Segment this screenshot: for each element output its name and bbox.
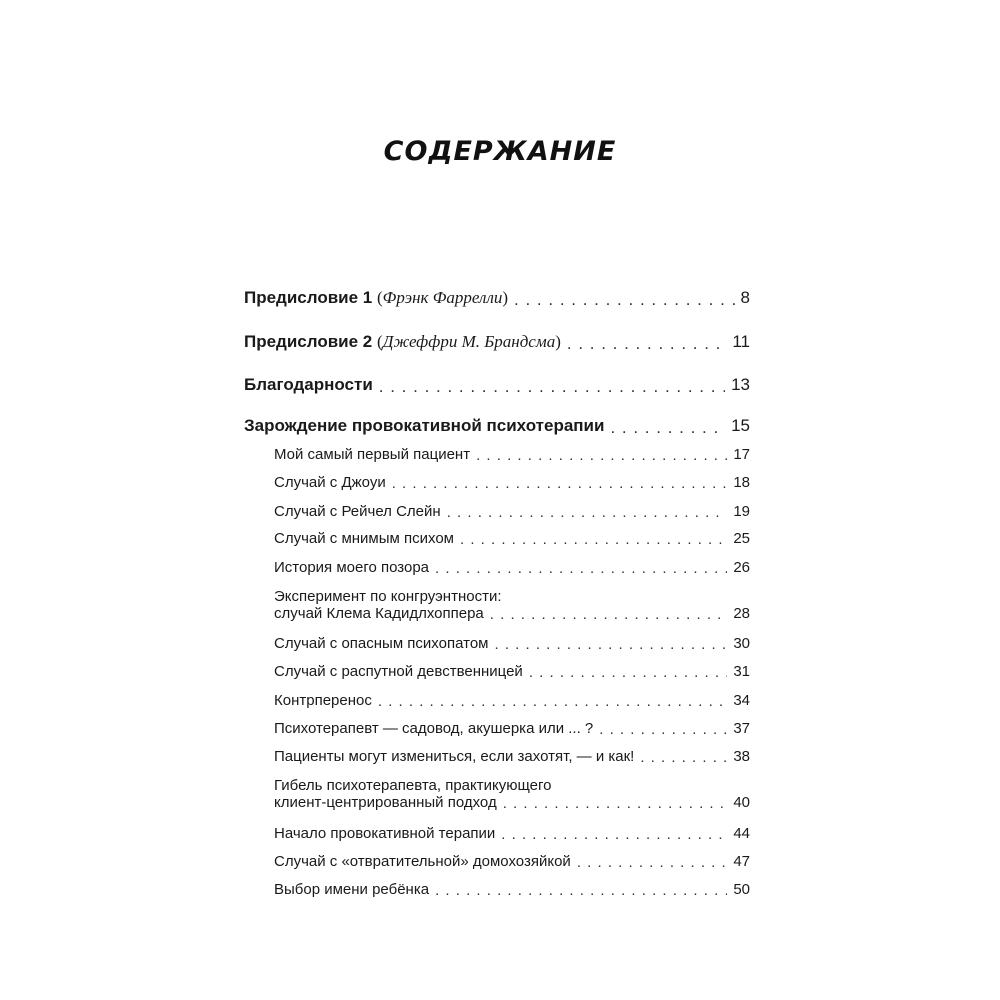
toc-page-number: 17 <box>733 446 750 463</box>
toc-entry-label: Пациенты могут измениться, если захотят, — и как! <box>274 748 635 765</box>
toc-subentry[interactable] <box>274 559 750 576</box>
toc-subentry[interactable] <box>274 692 750 709</box>
toc-page-number: 40 <box>733 794 750 811</box>
toc-entry-label: Мой самый первый пациент <box>274 446 471 463</box>
dot-leader <box>490 607 728 622</box>
toc-page-number: 26 <box>733 559 750 576</box>
toc-entry-label: Случай с Рейчел Слейн <box>274 503 441 520</box>
dot-leader <box>392 476 728 491</box>
toc-entry-label: История моего позора <box>274 559 430 576</box>
toc-entry-author: Джеффри М. Брандсма <box>382 332 556 351</box>
dot-leader <box>435 561 727 576</box>
dot-leader <box>610 419 725 436</box>
toc-entry-label: Случай с Джоуи <box>274 474 386 491</box>
toc-entry-label: Начало провокативной терапии <box>274 825 496 842</box>
toc-subentry[interactable] <box>274 588 750 622</box>
toc-subentry[interactable] <box>274 530 750 547</box>
toc-subentry[interactable] <box>274 635 750 652</box>
toc-subentry[interactable] <box>274 881 750 898</box>
toc-subentry[interactable] <box>274 853 750 870</box>
toc-page-number: 8 <box>740 288 750 307</box>
toc-page-number: 38 <box>733 748 750 765</box>
dot-leader <box>379 378 725 395</box>
toc-entry-foreword-1[interactable]: Предисловие 1 (Фрэнк Фаррелли) . . . 8 <box>244 288 750 308</box>
toc-page-number: 34 <box>733 692 750 709</box>
dot-leader <box>503 796 728 811</box>
toc-entry-label: Случай с опасным психопатом <box>274 635 489 652</box>
toc-entry-origins[interactable] <box>244 416 750 436</box>
toc-entry-label: Психотерапевт — садовод, акушерка или ... ? <box>274 720 594 737</box>
dot-leader <box>378 694 727 709</box>
toc-subentry[interactable] <box>274 446 750 463</box>
dot-leader <box>640 750 727 765</box>
toc-entry-label: Зарождение провокативной психотерапии <box>244 416 605 435</box>
toc-page-number: 31 <box>733 663 750 680</box>
toc-page-number: 47 <box>733 853 750 870</box>
toc-entry-label: Предисловие 2 <box>244 332 373 351</box>
page-title: СОДЕРЖАНИЕ <box>383 136 617 167</box>
toc-subentry[interactable] <box>274 474 750 491</box>
dot-leader <box>501 827 727 842</box>
dot-leader <box>577 855 728 870</box>
toc-page-number: 37 <box>733 720 750 737</box>
toc-entry-foreword-2[interactable]: Предисловие 2 (Джеффри М. Брандсма) . . . 11 <box>244 332 750 352</box>
toc-subentry[interactable] <box>274 748 750 765</box>
toc-entry-label: Случай с мнимым психом <box>274 530 454 547</box>
toc-entry-label: Выбор имени ребёнка <box>274 881 430 898</box>
toc-entry-label: Контрперенос <box>274 692 372 709</box>
toc-entry-label: Случай с распутной девственницей <box>274 663 523 680</box>
toc-page-number: 50 <box>733 881 750 898</box>
toc-page-number: 11 <box>732 332 750 351</box>
toc-page-number: 19 <box>733 503 750 520</box>
toc-subentry[interactable] <box>274 777 750 811</box>
toc-entry-label: клиент-центрированный подход <box>274 794 497 811</box>
dot-leader <box>529 665 728 680</box>
dot-leader <box>494 637 727 652</box>
toc-page-number: 30 <box>733 635 750 652</box>
dot-leader <box>599 722 727 737</box>
toc-page-number: 25 <box>733 530 750 547</box>
toc-page-number: 44 <box>733 825 750 842</box>
toc-subentry[interactable] <box>274 663 750 680</box>
toc-page-number: 18 <box>733 474 750 491</box>
toc-entry-acknowledgements[interactable] <box>244 375 750 395</box>
toc-entry-author: Фрэнк Фаррелли <box>382 288 503 307</box>
dot-leader <box>447 505 728 520</box>
toc-page-number: 28 <box>733 605 750 622</box>
toc-page-number: 15 <box>731 416 750 435</box>
toc-entry-label: случай Клема Кадидлхоппера <box>274 605 484 622</box>
dot-leader <box>514 291 735 308</box>
toc-entry-label: Случай с «отвратительной» домохозяйкой <box>274 853 571 870</box>
toc-subentry[interactable] <box>274 503 750 520</box>
toc-subentry[interactable] <box>274 825 750 842</box>
toc-entry-label-line1: Гибель психотерапевта, практикующего <box>274 777 552 794</box>
toc-entry-label-line1: Эксперимент по конгруэнтности: <box>274 588 502 605</box>
dot-leader <box>567 335 726 352</box>
dot-leader <box>460 532 727 547</box>
toc-page-number: 13 <box>731 375 750 394</box>
dot-leader <box>476 448 727 463</box>
toc-entry-label: Благодарности <box>244 375 373 394</box>
toc-subentry[interactable] <box>274 720 750 737</box>
dot-leader <box>435 883 727 898</box>
toc-entry-label: Предисловие 1 <box>244 288 373 307</box>
